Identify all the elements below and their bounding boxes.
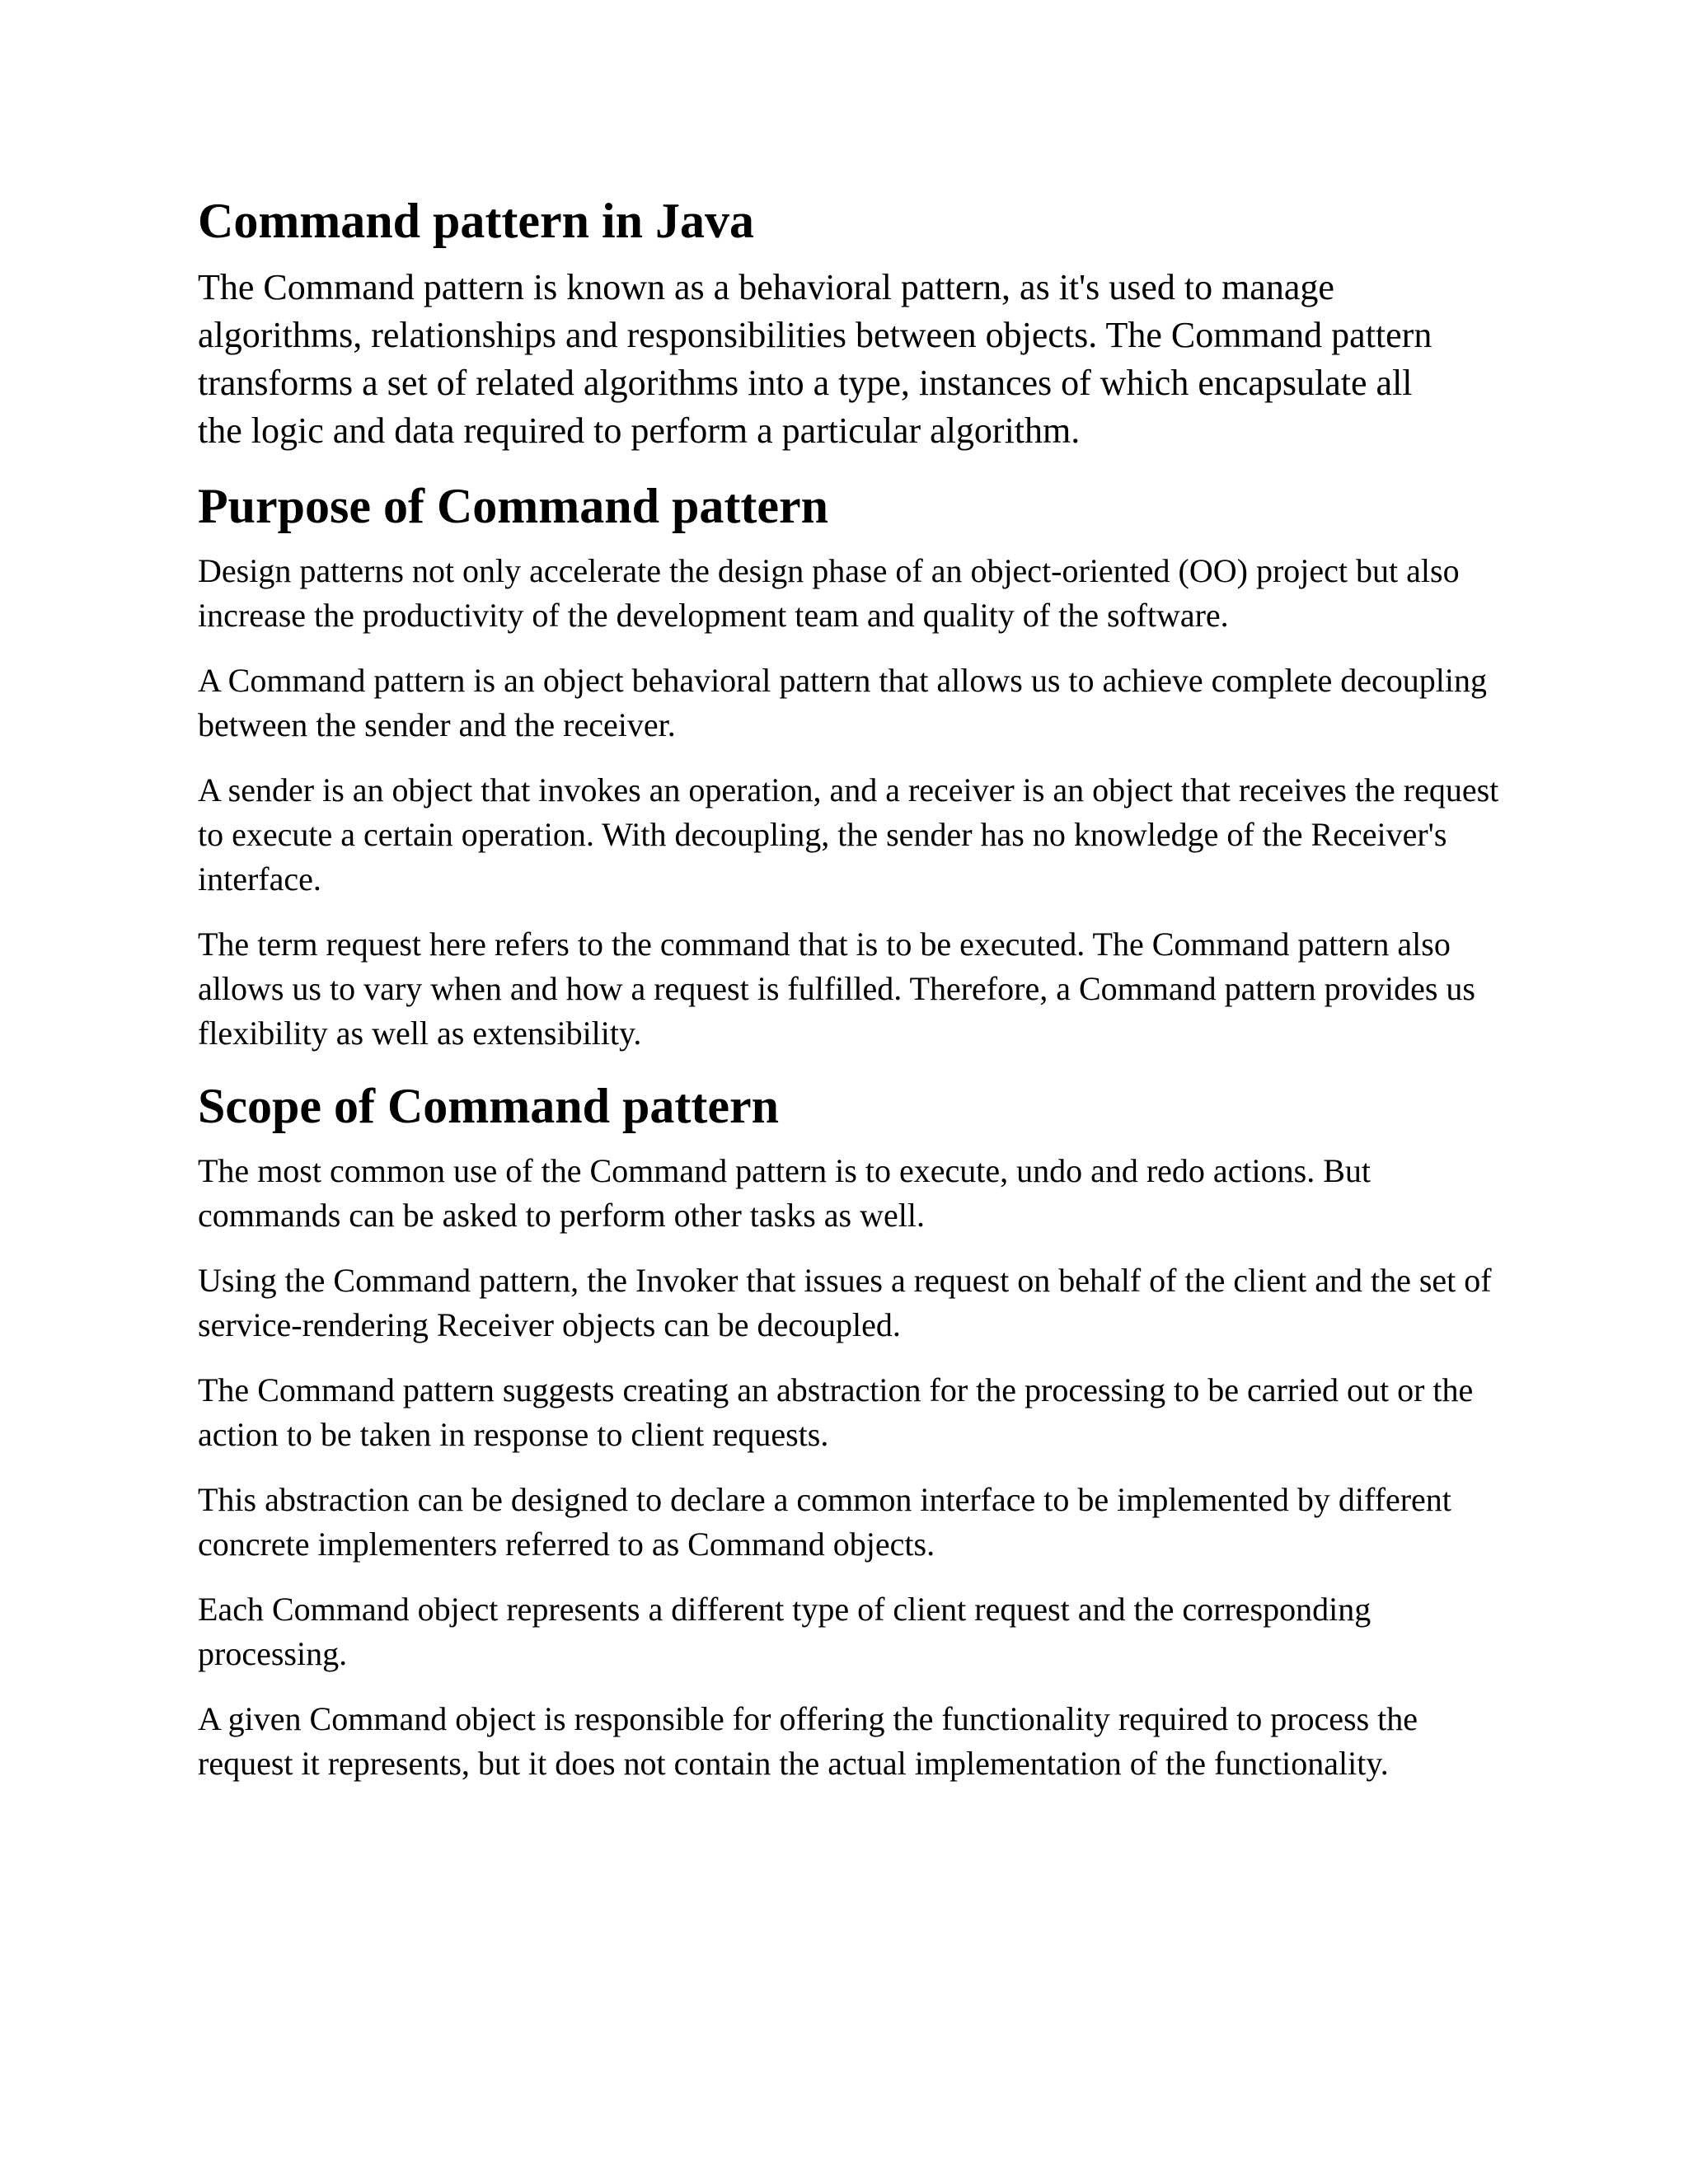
scope-paragraph: Each Command object represents a different type of client request and the corresponding processing. [198, 1591, 1372, 1672]
purpose-paragraph: A Command pattern is an object behavioral pattern that allows us to achieve complete decoupling between the sender and the receiver. [198, 662, 1487, 743]
intro-paragraph: The Command pattern is known as a behavioral pattern, as it's used to manage algorithms, relationships and responsibilities between objects. The Command pattern transforms a set of related algorithms into a type, instances of which encapsulate all the logic and data required to perform a particular algorithm. [198, 267, 1432, 451]
purpose-paragraph: Design patterns not only accelerate the design phase of an object-oriented (OO) project but also increase the productivity of the development team and quality of the software. [198, 552, 1460, 634]
section-heading-scope: Scope of Command pattern [198, 1079, 779, 1133]
scope-paragraph: A given Command object is responsible for offering the functionality required to process the request it represents, but it does not contain the actual implementation of the functionality. [198, 1700, 1418, 1782]
scope-paragraph: Using the Command pattern, the Invoker that issues a request on behalf of the client and the set of service-rendering Receiver objects can be decoupled. [198, 1262, 1492, 1343]
scope-paragraph: The most common use of the Command pattern is to execute, undo and redo actions. But commands can be asked to perform other tasks as well. [198, 1152, 1372, 1234]
purpose-paragraph: The term request here refers to the command that is to be executed. The Command pattern also allows us to vary when and how a request is fulfilled. Therefore, a Command pattern provides us flexibility as well as extensibility. [198, 926, 1475, 1052]
document-page [198, 191, 1500, 1807]
scope-paragraph: The Command pattern suggests creating an abstraction for the processing to be carried out or the action to be taken in response to client requests. [198, 1371, 1474, 1453]
section-heading-purpose: Purpose of Command pattern [198, 479, 828, 533]
page-title: Command pattern in Java [198, 194, 755, 248]
purpose-paragraph: A sender is an object that invokes an operation, and a receiver is an object that receives the request to execute a certain operation. With decoupling, the sender has no knowledge of the Receiver's interface. [198, 771, 1499, 898]
scope-paragraph: This abstraction can be designed to declare a common interface to be implemented by different concrete implementers referred to as Command objects. [198, 1481, 1451, 1563]
